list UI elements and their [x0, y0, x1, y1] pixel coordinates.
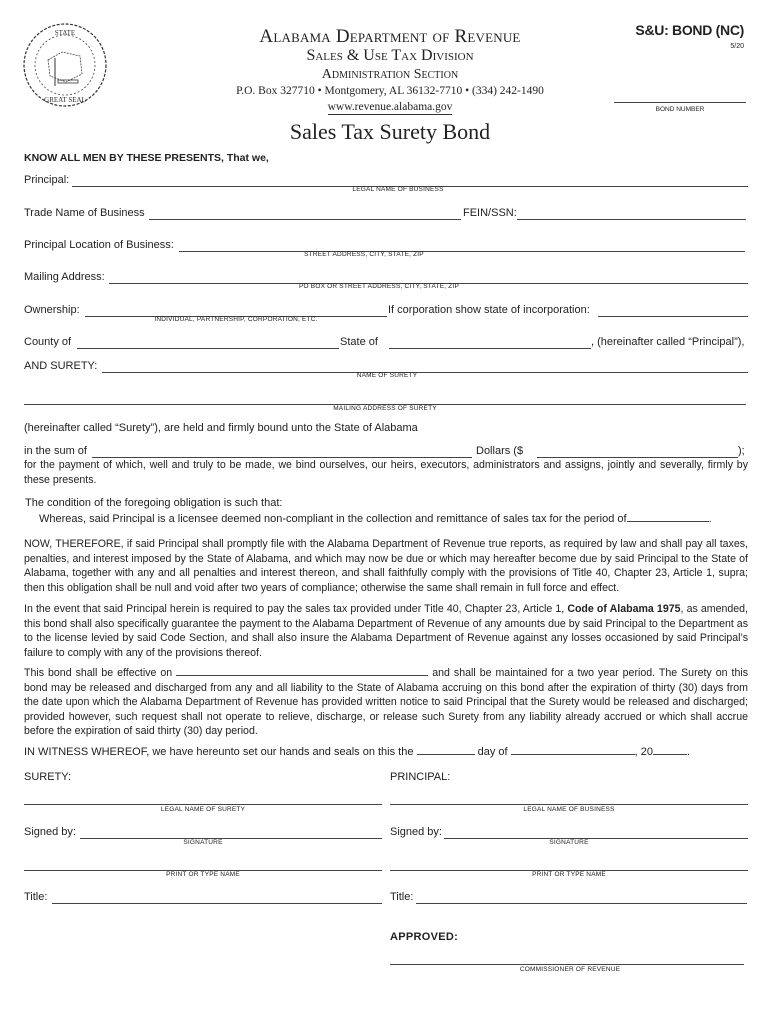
incorporation-field[interactable]	[598, 315, 748, 317]
state-label: State of	[340, 336, 378, 348]
commissioner-sub: COMMISSIONER OF REVENUE	[519, 966, 621, 973]
witness-year-field[interactable]	[653, 745, 687, 755]
department-name: Alabama Department of Revenue	[259, 26, 521, 47]
bond-number-field[interactable]	[614, 101, 746, 103]
witness-label: IN WITNESS WHEREOF, we have hereunto set our hands and seals on this the	[24, 746, 414, 758]
principal-signature-sub: SIGNATURE	[549, 839, 589, 846]
dollars-end: );	[738, 445, 745, 457]
event-text-a: In the event that said Principal herein is required to pay the sales tax provided under Title 40, Chapter 23, Article 1,	[24, 603, 568, 615]
county-label: County of	[24, 336, 72, 348]
effective-text-b: and shall be maintained for a two year period. The Surety on this bond may be released and discharged from any and all liability to the State of Alabama accruing on this bond after the expiration of thirty (30) days from the date upon which the Alabama Department of Revenue has provided written notice to said Principal that the Surety would be released and discharged; provided however, such request shall not operate to relieve, discharge, or release such Surety from any liability already accrued or which shall accrue before the expiration of said thirty (30) day period.	[24, 667, 748, 738]
now-therefore-text: NOW, THEREFORE, if said Principal shall promptly file with the Alabama Department of Revenue true reports, as required by law and shall pay all taxes, penalties, and interest imposed by the State of Alabama, and which may now be due or which may hereafter become due by said Principal to the State of Alabama, together with any and all penalties and interest thereon, and shall faithfully comply with the provisions of Title 40, Chapter 23, Article 1, supra; then this obligation shall be null and void after two years of compliance; otherwise the same shall remain in full force and effect.	[24, 538, 748, 594]
principal-legal-name-sub: LEGAL NAME OF BUSINESS	[523, 806, 615, 813]
hereinafter-principal: , (hereinafter called “Principal”),	[591, 336, 745, 348]
svg-text:STATE: STATE	[54, 29, 76, 37]
surety-legal-name-sub: LEGAL NAME OF SURETY	[160, 806, 246, 813]
section-name: Administration Section	[321, 67, 459, 82]
surety-address-sub: MAILING ADDRESS OF SURETY	[333, 405, 437, 412]
surety-print-sub: PRINT OR TYPE NAME	[166, 871, 240, 878]
page-title: Sales Tax Surety Bond	[289, 119, 491, 144]
surety-heading: SURETY:	[24, 771, 72, 783]
witness-year-prefix: , 20	[634, 746, 653, 758]
held-bound-text: (hereinafter called “Surety”), are held and firmly bound unto the State of Alabama	[24, 422, 418, 434]
principal-label: Principal:	[24, 174, 70, 186]
period-field[interactable]	[627, 512, 709, 522]
trade-name-field[interactable]	[149, 218, 461, 220]
event-text	[24, 602, 748, 660]
principal-print-sub: PRINT OR TYPE NAME	[532, 871, 606, 878]
witness-day-of: day of	[477, 746, 508, 758]
surety-sub: NAME OF SURETY	[356, 372, 418, 379]
fein-field[interactable]	[517, 218, 746, 220]
state-seal-icon	[22, 22, 108, 108]
location-label: Principal Location of Business:	[24, 239, 174, 251]
website-link-container	[180, 101, 600, 113]
surety-title-label: Title:	[24, 891, 48, 903]
sum-of-label: in the sum of	[24, 445, 87, 457]
trade-name-label: Trade Name of Business	[24, 207, 145, 219]
effective-date-field[interactable]	[176, 666, 428, 676]
effective-label: This bond shall be effective on	[24, 667, 173, 679]
mailing-label: Mailing Address:	[24, 271, 105, 283]
surety-legal-name-field[interactable]	[24, 803, 382, 805]
division-name: Sales & Use Tax Division	[306, 47, 474, 64]
principal-legal-name-field[interactable]	[390, 803, 748, 805]
principal-title-label: Title:	[390, 891, 414, 903]
event-text-b: , as amended, this bond shall also specifically guarantee the payment to the Alabama Department of Revenue of any amounts due by said Principal to the Department as to the license levied by said Code Section, and shall also insure the Alabama Department of Revenue against any losses occasioned by said Principal’s failure to comply with any of the provisions thereof.	[24, 603, 748, 659]
ownership-sub: INDIVIDUAL, PARTNERSHIP, CORPORATION, ETC.	[154, 316, 318, 323]
witness-day-field[interactable]	[417, 745, 475, 755]
dollars-label: Dollars ($	[476, 445, 524, 457]
condition-text: The condition of the foregoing obligation is such that:	[25, 497, 283, 509]
county-field[interactable]	[77, 347, 339, 349]
whereas-label: Whereas, said Principal is a licensee deemed non-compliant in the collection and remittance of sales tax for the period of	[39, 513, 627, 525]
surety-signature-sub: SIGNATURE	[183, 839, 223, 846]
incorporation-label: If corporation show state of incorporation:	[388, 304, 590, 316]
principal-title-field[interactable]	[416, 902, 747, 904]
surety-signed-by-label: Signed by:	[24, 826, 76, 838]
ownership-label: Ownership:	[24, 304, 80, 316]
effective-text	[24, 666, 748, 739]
fein-label: FEIN/SSN:	[463, 207, 517, 219]
principal-sub: LEGAL NAME OF BUSINESS	[352, 186, 444, 193]
whereas-text: Whereas, said Principal is a licensee deemed non-compliant in the collection and remittance of sales tax for the period of .	[39, 513, 712, 525]
website-link[interactable]: www.revenue.alabama.gov	[327, 101, 453, 113]
location-sub: STREET ADDRESS, CITY, STATE, ZIP	[304, 251, 424, 258]
commissioner-signature-field[interactable]	[390, 963, 744, 965]
state-field[interactable]	[389, 347, 591, 349]
bond-number-label: BOND NUMBER	[655, 106, 705, 113]
intro-text: KNOW ALL MEN BY THESE PRESENTS, That we,	[24, 152, 269, 164]
approved-heading: APPROVED:	[390, 931, 459, 943]
witness-month-field[interactable]	[511, 745, 635, 755]
code-of-alabama: Code of Alabama 1975	[567, 603, 681, 615]
principal-heading: PRINCIPAL:	[390, 771, 451, 783]
witness-text	[24, 745, 690, 758]
principal-signed-by-label: Signed by:	[390, 826, 442, 838]
svg-text:GREAT SEAL: GREAT SEAL	[44, 96, 86, 104]
payment-text: for the payment of which, well and truly to be made, we bind ourselves, our heirs, executors, administrators and assigns, jointly and severally, firmly by these presents.	[24, 459, 748, 486]
surety-title-field[interactable]	[52, 902, 382, 904]
form-id: S&U: BOND (NC)	[635, 22, 744, 38]
mailing-sub: PO BOX OR STREET ADDRESS, CITY, STATE, ZIP	[299, 283, 459, 290]
form-revision: 5/20	[730, 43, 744, 50]
witness-period: .	[686, 746, 691, 758]
department-address: P.O. Box 327710 • Montgomery, AL 36132-7710 • (334) 242-1490	[236, 85, 544, 97]
surety-label: AND SURETY:	[24, 360, 98, 372]
